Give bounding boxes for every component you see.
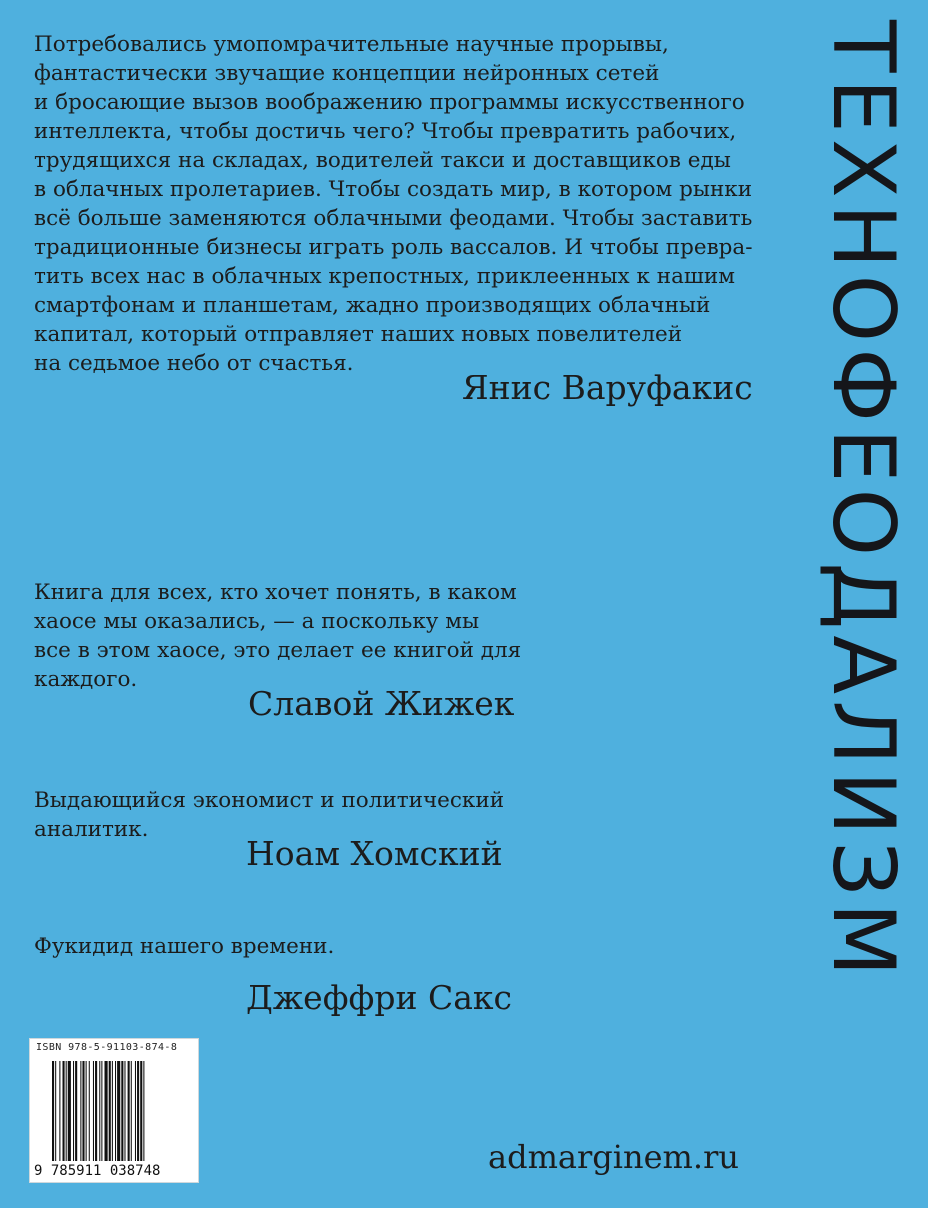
barcode-bar (121, 1061, 123, 1161)
quote-line: всё больше заменяются облачными феодами. Чтобы заставить (34, 206, 753, 231)
quote-zizek (34, 578, 521, 694)
quote-line: в облачных пролетариев. Чтобы создать мир, в котором рынки (34, 177, 753, 202)
barcode-bars (52, 1061, 192, 1161)
barcode-bar (105, 1061, 108, 1161)
quote-line: и бросающие вызов воображению программы искусственного (34, 90, 745, 115)
barcode-bar (137, 1061, 139, 1161)
barcode-bar (135, 1061, 136, 1161)
barcode-bar (117, 1061, 120, 1161)
barcode-bar (99, 1061, 100, 1161)
quote-line: все в этом хаосе, это делает ее книгой для (34, 638, 522, 663)
spine-title-text: ТЕХНОФЕОДАЛИЗМ (813, 20, 913, 983)
quote-sachs (34, 932, 334, 961)
author-varoufakis: Янис Варуфакис (462, 368, 753, 407)
barcode-bar (66, 1061, 67, 1161)
quote-line: интеллекта, чтобы достичь чего? Чтобы превратить рабочих, (34, 119, 737, 144)
barcode-bar (80, 1061, 81, 1161)
author-chomsky: Ноам Хомский (246, 834, 503, 873)
quote-line: тить всех нас в облачных крепостных, приклеенных к нашим (34, 264, 735, 289)
barcode-bar (95, 1061, 97, 1161)
quote-line: каждого. (34, 667, 138, 692)
quote-line: капитал, который отправляет наших новых повелителей (34, 322, 683, 347)
quote-line: аналитик. (34, 817, 149, 842)
spine-title (813, 20, 928, 1208)
quote-line: хаосе мы оказались, — а поскольку мы (34, 609, 480, 634)
quote-line: трудящихся на складах, водителей такси и доставщиков еды (34, 148, 731, 173)
barcode-bar (109, 1061, 111, 1161)
barcode-bar (128, 1061, 130, 1161)
barcode-bar (101, 1061, 102, 1161)
publisher-website: admarginem.ru (488, 1138, 739, 1176)
barcode-bar (124, 1061, 125, 1161)
barcode-bar (93, 1061, 94, 1161)
barcode-bar (68, 1061, 71, 1161)
quote-line: Книга для всех, кто хочет понять, в каком (34, 580, 517, 605)
barcode-bar (75, 1061, 77, 1161)
quote-line: на седьмое небо от счастья. (34, 351, 354, 376)
barcode-bar (63, 1061, 65, 1161)
barcode-bar (59, 1061, 60, 1161)
barcode-bar (55, 1061, 56, 1161)
quote-line: традиционные бизнесы играть роль вассалов. И чтобы превра- (34, 235, 753, 260)
barcode-bar (115, 1061, 116, 1161)
quote-varoufakis (34, 30, 753, 378)
barcode-bar (143, 1061, 144, 1161)
isbn-label: ISBN 978-5-91103-874-8 (36, 1042, 178, 1053)
quote-line: смартфонам и планшетам, жадно производящих облачный (34, 293, 711, 318)
author-sachs: Джеффри Сакс (246, 978, 513, 1017)
barcode-bar (131, 1061, 132, 1161)
ean-digits: 9 785911 038748 (34, 1163, 161, 1179)
barcode-bar (140, 1061, 142, 1161)
quote-line: Выдающийся экономист и политический (34, 788, 505, 813)
barcode (29, 1038, 199, 1183)
barcode-bar (112, 1061, 113, 1161)
barcode-bar (82, 1061, 84, 1161)
quote-line: фантастически звучащие концепции нейронных сетей (34, 61, 660, 86)
quote-line: Фукидид нашего времени. (34, 934, 335, 959)
barcode-bar (52, 1061, 54, 1161)
author-zizek: Славой Жижек (248, 684, 515, 723)
barcode-bar (73, 1061, 74, 1161)
quote-line: Потребовались умопомрачительные научные прорывы, (34, 32, 669, 57)
barcode-bar (89, 1061, 90, 1161)
barcode-bar (86, 1061, 87, 1161)
